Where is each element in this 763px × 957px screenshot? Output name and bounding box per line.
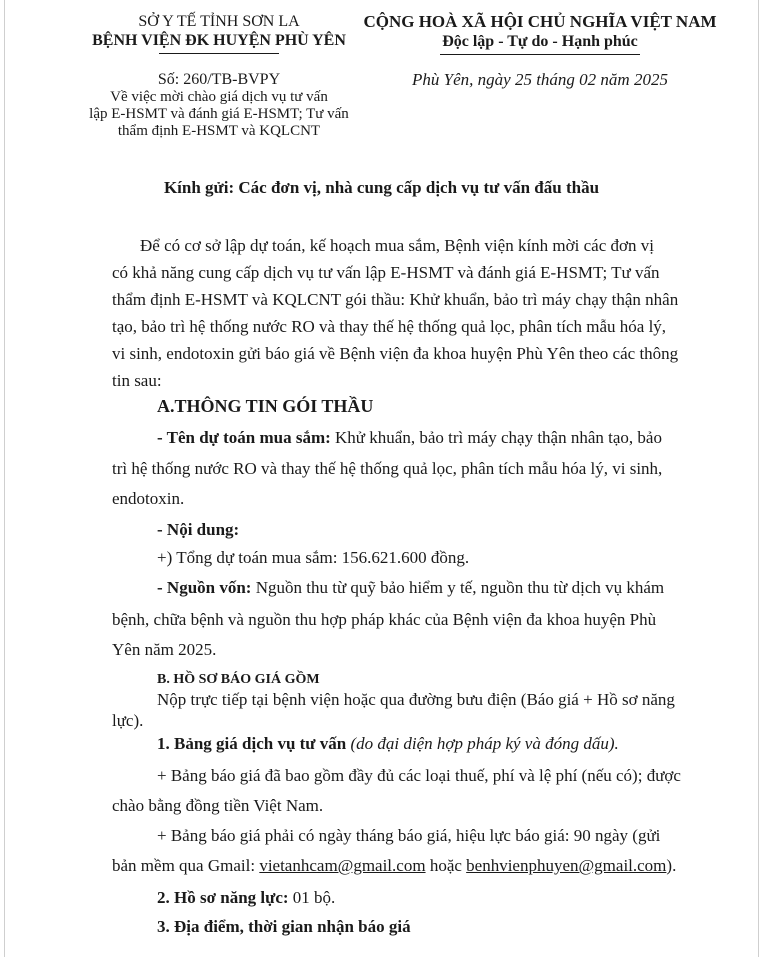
package-name-line: trì hệ thống nước RO và thay thế hệ thống quả lọc, phân tích mẫu hóa lý, vi sinh,	[112, 459, 663, 478]
funding-source-label: - Nguồn vốn:	[157, 578, 252, 597]
scan-edge-left	[4, 0, 5, 957]
recipient-line: Kính gửi: Các đơn vị, nhà cung cấp dịch vụ tư vấn đấu thầu	[163, 178, 600, 197]
funding-source-text: Nguồn thu từ quỹ bảo hiểm y tế, nguồn thu từ dịch vụ khám	[251, 578, 665, 597]
package-name-line	[157, 428, 662, 448]
subject-line: lập E-HSMT và đánh giá E-HSMT; Tư vấn	[89, 106, 349, 122]
item-1-label: 1. Bảng giá dịch vụ tư vấn	[157, 734, 347, 753]
document-number: Số: 260/TB-BVPY	[157, 71, 281, 88]
bullet-2-line: + Bảng báo giá phải có ngày tháng báo giá, hiệu lực báo giá: 90 ngày (gửi	[157, 826, 661, 845]
funding-source-line: bệnh, chữa bệnh và nguồn thu hợp pháp khác của Bệnh viện đa khoa huyện Phù	[112, 610, 657, 629]
intro-line: thẩm định E-HSMT và KQLCNT gói thầu: Khử khuẩn, bảo trì máy chạy thận nhân	[112, 290, 679, 309]
submission-line: lực).	[112, 711, 144, 730]
agency-header	[84, 12, 354, 54]
package-name-label: - Tên dự toán mua sắm:	[157, 428, 331, 447]
item-2-line	[157, 888, 335, 908]
bullet-2-line: bản mềm qua Gmail: vietanhcam@gmail.com hoặc benhvienphuyen@gmail.com).	[112, 856, 677, 875]
intro-line: tin sau:	[112, 371, 162, 390]
scan-edge-right	[758, 0, 759, 957]
national-motto: Độc lập - Tự do - Hạnh phúc	[442, 33, 638, 50]
funding-source-line: Yên năm 2025.	[112, 640, 217, 659]
bullet-1-line: chào bằng đồng tiền Việt Nam.	[112, 796, 324, 815]
submission-line: Nộp trực tiếp tại bệnh viện hoặc qua đường bưu điện (Báo giá + Hồ sơ năng	[157, 690, 675, 709]
intro-line: có khả năng cung cấp dịch vụ tư vấn lập E-HSMT và đánh giá E-HSMT; Tư vấn	[112, 263, 660, 282]
issue-date: Phù Yên, ngày 25 tháng 02 năm 2025	[412, 70, 668, 89]
intro-line: tạo, bảo trì hệ thống nước RO và thay thế hệ thống quả lọc, phân tích mẫu hóa lý,	[112, 317, 667, 336]
intro-line: vi sinh, endotoxin gửi báo giá về Bệnh viện đa khoa huyện Phù Yên theo các thông	[112, 344, 679, 363]
content-label: - Nội dung:	[157, 520, 240, 539]
section-b-heading: B. HỒ SƠ BÁO GIÁ GỒM	[157, 672, 320, 687]
header-underline-left	[159, 53, 279, 54]
document-subject	[84, 89, 354, 140]
national-header	[350, 12, 730, 55]
intro-line: Để có cơ sở lập dự toán, kế hoạch mua sắm, Bệnh viện kính mời các đơn vị	[140, 236, 654, 255]
email-link-benhvienphuyen[interactable]: benhvienphuyen@gmail.com	[466, 856, 667, 875]
national-title: CỘNG HOÀ XÃ HỘI CHỦ NGHĨA VIỆT NAM	[363, 12, 717, 31]
package-name-text: Khử khuẩn, bảo trì máy chạy thận nhân tạo, bảo	[330, 428, 662, 447]
item-1-note: (do đại diện hợp pháp ký và đóng dấu).	[346, 734, 619, 753]
item-3-heading: 3. Địa điểm, thời gian nhận báo giá	[157, 917, 411, 936]
item-2-value: 01 bộ.	[288, 888, 336, 907]
bullet-1-line: + Bảng báo giá đã bao gồm đầy đủ các loại thuế, phí và lệ phí (nếu có); được	[157, 766, 681, 785]
hospital-name: BỆNH VIỆN ĐK HUYỆN PHÙ YÊN	[92, 32, 346, 49]
item-1-line	[157, 734, 619, 754]
package-name-line: endotoxin.	[112, 489, 185, 508]
total-estimate: +) Tổng dự toán mua sắm: 156.621.600 đồng.	[157, 548, 470, 567]
subject-line: Về việc mời chào giá dịch vụ tư vấn	[110, 89, 328, 105]
section-a-heading: A.THÔNG TIN GÓI THẦU	[157, 396, 374, 416]
funding-source-line	[157, 578, 664, 598]
header-underline-right	[440, 54, 640, 55]
parent-agency: SỞ Y TẾ TỈNH SƠN LA	[138, 13, 300, 30]
email-link-vietanhcam[interactable]: vietanhcam@gmail.com	[259, 856, 426, 875]
item-2-label: 2. Hồ sơ năng lực:	[157, 888, 289, 907]
subject-line: thẩm định E-HSMT và KQLCNT	[117, 123, 321, 139]
